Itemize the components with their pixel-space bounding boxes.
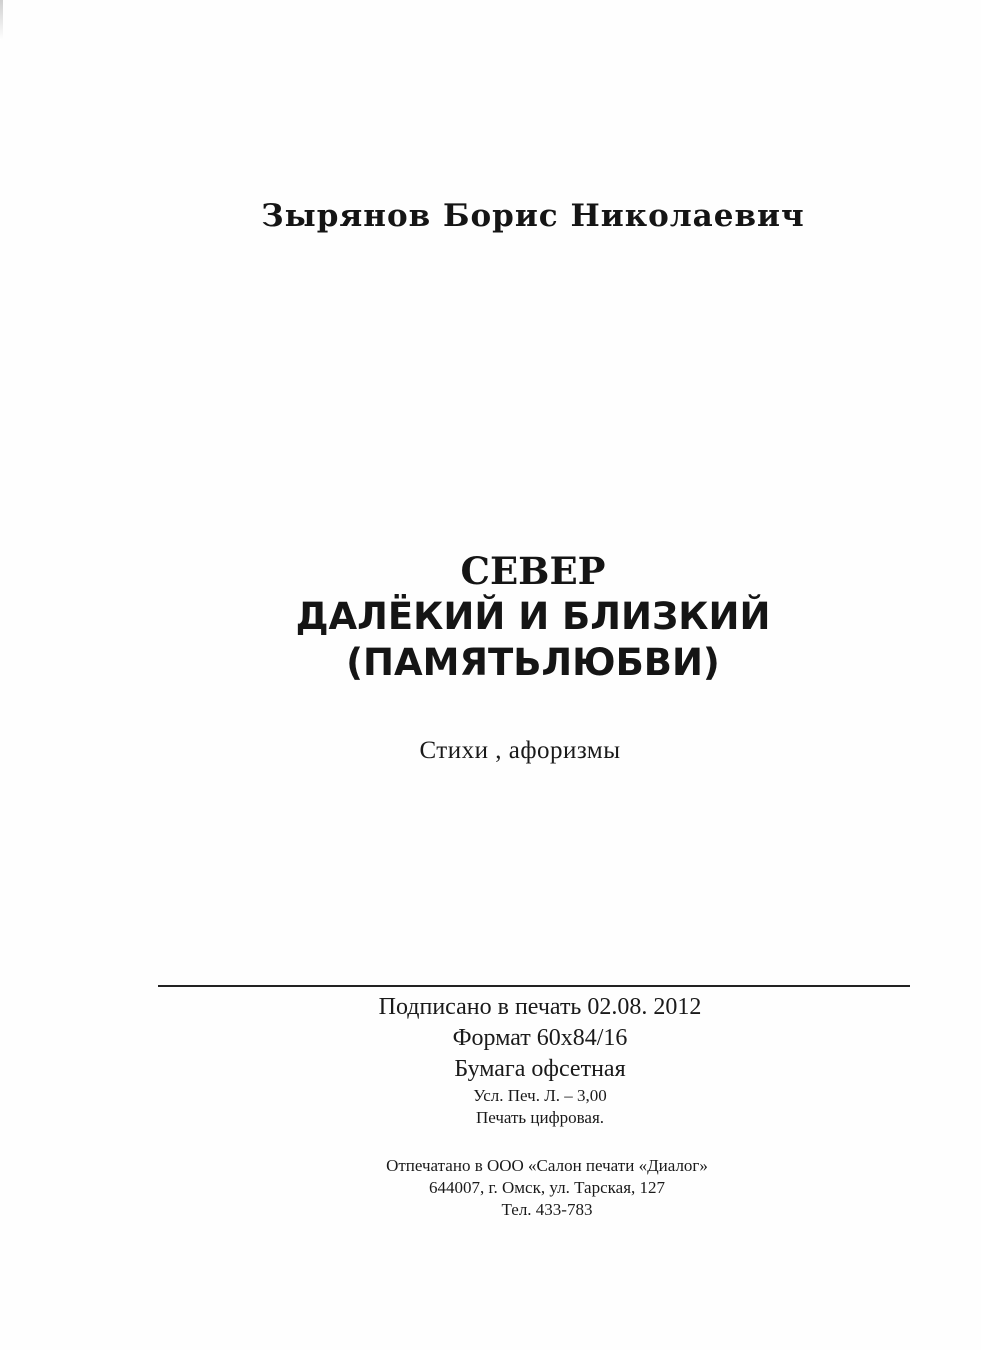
book-title: [0, 548, 981, 686]
divider-rule: [158, 985, 910, 987]
imprint-signed: Подписано в печать 02.08. 2012: [378, 994, 702, 1020]
printer-name: Отпечатано в ООО «Салон печати «Диалог»: [386, 1156, 708, 1175]
scan-edge-mark: [0, 0, 3, 40]
book-subtitle: Стихи , афоризмы: [419, 737, 621, 764]
title-line-2: ДАЛЁКИЙ И БЛИЗКИЙ: [295, 595, 771, 638]
imprint-format: Формат 60х84/16: [452, 1025, 628, 1051]
imprint-print-type: Печать цифровая.: [475, 1108, 605, 1127]
printer-block: [0, 1155, 981, 1221]
title-line-3: (ПАМЯТЬЛЮБВИ): [346, 641, 720, 684]
imprint-paper: Бумага офсетная: [454, 1056, 626, 1082]
imprint-block: [0, 992, 981, 1129]
author-name: Зырянов Борис Николаевич: [261, 198, 805, 234]
printer-address: 644007, г. Омск, ул. Тарская, 127: [428, 1178, 666, 1197]
imprint-sheets: Усл. Печ. Л. – 3,00: [473, 1086, 607, 1105]
title-line-1: СЕВЕР: [460, 549, 606, 593]
printer-phone: Тел. 433-783: [501, 1200, 593, 1219]
